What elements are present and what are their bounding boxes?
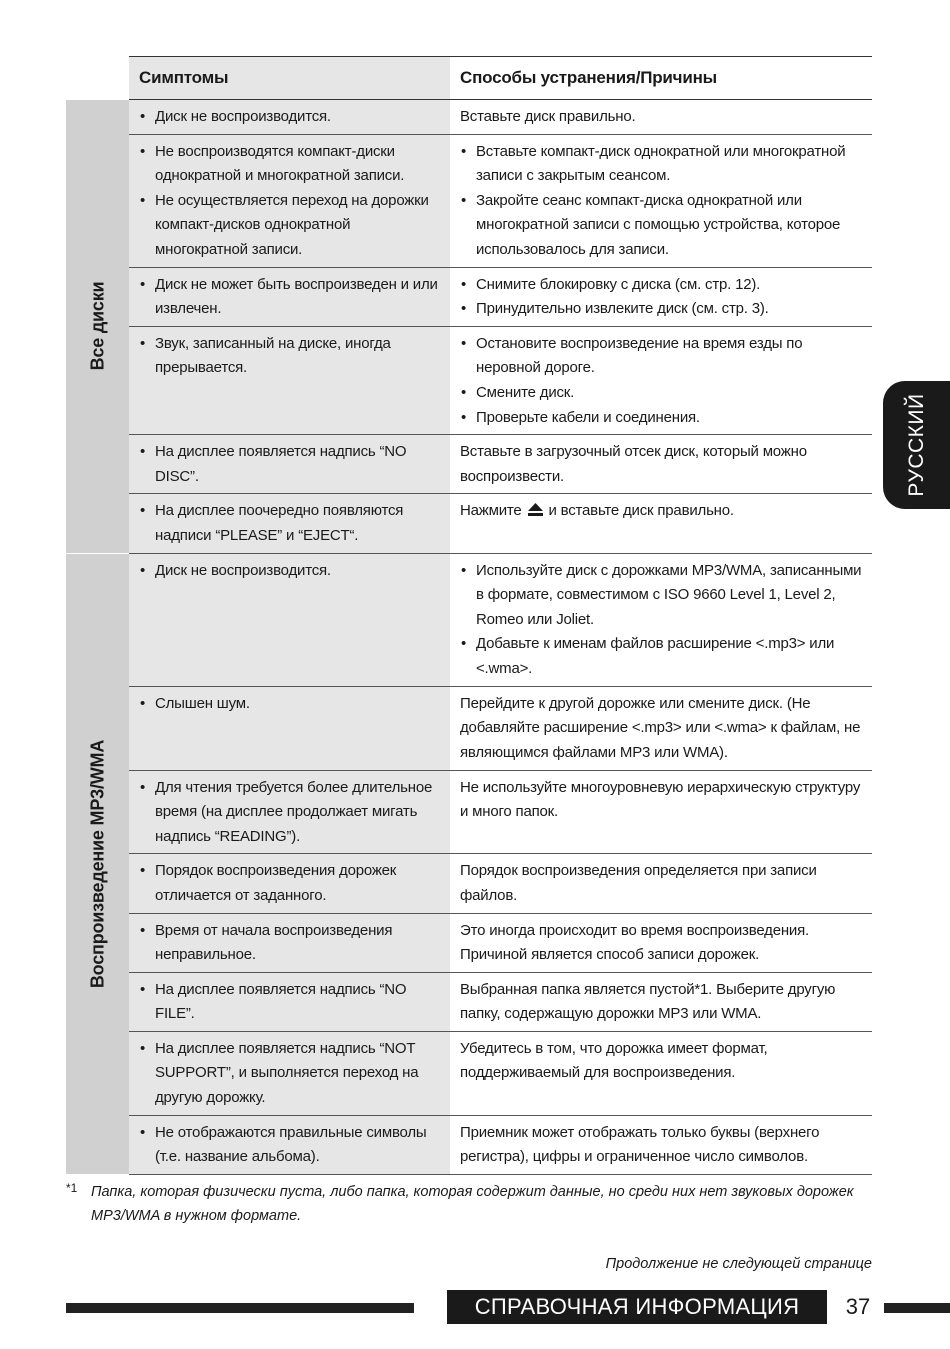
remedy-text: Выбранная папка является пустой*1. Выберите другую папку, содержащую дорожки MP3 или WMA.	[460, 980, 836, 1023]
symptom-cell	[129, 267, 450, 326]
table-header-row	[66, 57, 872, 100]
table-row	[66, 435, 872, 494]
symptom-item: • Для чтения требуется более длительное время (на дисплее продолжает мигать надпись “READING”).	[139, 776, 444, 850]
symptom-cell	[129, 972, 450, 1031]
footer-bar-left	[66, 1303, 414, 1313]
remedy-list	[460, 273, 866, 322]
table-row	[66, 134, 872, 267]
remedy-text-after: и вставьте диск правильно.	[548, 502, 734, 520]
symptom-cell	[129, 553, 450, 686]
table-row	[66, 553, 872, 686]
symptom-item: • На дисплее появляется надпись “NOT SUPPORT”, и выполняется переход на другую дорожку.	[139, 1037, 444, 1111]
table-row	[66, 1115, 872, 1174]
symptom-list	[139, 273, 444, 322]
symptom-list	[139, 978, 444, 1027]
remedy-text: Порядок воспроизведения определяется при записи файлов.	[460, 862, 817, 904]
table-row	[66, 494, 872, 553]
symptom-cell	[129, 1031, 450, 1115]
eject-icon	[528, 503, 543, 516]
remedy-text: Убедитесь в том, что дорожка имеет формат, поддерживаемый для воспроизведения.	[460, 1039, 768, 1082]
symptom-item: • На дисплее поочередно появляются надписи “PLEASE” и “EJECT“.	[139, 499, 444, 548]
header-blank-cell	[66, 57, 129, 100]
symptom-item: • Диск не может быть воспроизведен и или извлечен.	[139, 273, 444, 322]
remedy-item: • Остановите воспроизведение на время езды по неровной дороге.	[460, 332, 866, 381]
remedy-text-before: Нажмите	[460, 502, 522, 520]
remedy-item: • Проверьте кабели и соединения.	[460, 406, 866, 431]
table-row	[66, 326, 872, 434]
symptom-cell	[129, 100, 450, 135]
remedy-list	[460, 559, 866, 682]
symptom-item: • На дисплее появляется надпись “NO FILE”.	[139, 978, 444, 1027]
remedy-text: Вставьте в загрузочный отсек диск, который можно воспроизвести.	[460, 443, 807, 485]
category-label: Воспроизведение MP3/WMA	[87, 739, 108, 988]
remedy-list	[460, 332, 866, 430]
remedy-cell	[450, 267, 872, 326]
symptom-item: • Диск не воспроизводится.	[139, 105, 444, 130]
symptom-cell	[129, 854, 450, 913]
table-row	[66, 267, 872, 326]
remedy-text	[460, 499, 866, 524]
symptom-cell	[129, 913, 450, 972]
remedy-text: Перейдите к другой дорожке или смените диск. (Не добавляйте расширение <.mp3> или <.wma> к файлам, не являющимся файлами MP3 или WMA).	[460, 694, 861, 761]
remedy-text: Это иногда происходит во время воспроизведения. Причиной является способ записи дорожек.	[460, 921, 809, 964]
remedy-cell	[450, 134, 872, 267]
symptom-list	[139, 440, 444, 489]
remedy-cell	[450, 326, 872, 434]
symptom-item: • Время от начала воспроизведения неправильное.	[139, 919, 444, 968]
header-remedies: Способы устранения/Причины	[450, 57, 872, 100]
symptom-list	[139, 919, 444, 968]
remedy-cell	[450, 1115, 872, 1174]
symptom-cell	[129, 494, 450, 553]
language-side-tab	[883, 381, 950, 509]
table-row	[66, 972, 872, 1031]
symptom-list	[139, 1037, 444, 1111]
remedy-item: • Добавьте к именам файлов расширение <.mp3> или <.wma>.	[460, 632, 866, 681]
symptom-item: • Диск не воспроизводится.	[139, 559, 444, 584]
language-label: РУССКИЙ	[904, 393, 928, 497]
table-body	[66, 100, 872, 1175]
symptom-item: • Не отображаются правильные символы (т.е. название альбома).	[139, 1121, 444, 1170]
remedy-item: • Используйте диск с дорожками MP3/WMA, записанными в формате, совместимом с ISO 9660 Level 1, Level 2, Romeo или Joliet.	[460, 559, 866, 633]
symptom-list	[139, 776, 444, 850]
symptom-cell	[129, 134, 450, 267]
symptom-item: • Слышен шум.	[139, 692, 444, 717]
remedy-cell	[450, 972, 872, 1031]
symptom-cell	[129, 326, 450, 434]
table-row	[66, 770, 872, 854]
symptom-list	[139, 859, 444, 908]
remedy-cell	[450, 686, 872, 770]
remedy-cell	[450, 854, 872, 913]
footer-section-title: СПРАВОЧНАЯ ИНФОРМАЦИЯ	[447, 1290, 827, 1324]
table-row	[66, 913, 872, 972]
footnote-text: Папка, которая физически пуста, либо папка, которая содержит данные, но среди них нет звуковых дорожек MP3/WMA в нужном формате.	[91, 1184, 854, 1224]
remedy-cell	[450, 494, 872, 553]
remedy-cell	[450, 100, 872, 135]
troubleshooting-table	[66, 56, 872, 1175]
remedy-item: • Смените диск.	[460, 381, 866, 406]
category-cell	[66, 100, 129, 554]
remedy-cell	[450, 770, 872, 854]
footnote-mark: *1	[66, 1181, 78, 1195]
remedy-cell	[450, 913, 872, 972]
remedy-item: • Снимите блокировку с диска (см. стр. 12).	[460, 273, 866, 298]
continued-note: Продолжение не следующей странице	[605, 1256, 872, 1272]
symptom-item: • Порядок воспроизведения дорожек отличается от заданного.	[139, 859, 444, 908]
remedy-item: • Вставьте компакт-диск однократной или многократной записи с закрытым сеансом.	[460, 140, 866, 189]
category-label: Все диски	[87, 281, 108, 371]
remedy-cell	[450, 553, 872, 686]
symptom-cell	[129, 770, 450, 854]
remedy-cell	[450, 435, 872, 494]
symptom-list	[139, 1121, 444, 1170]
remedy-item: • Принудительно извлеките диск (см. стр. 3).	[460, 297, 866, 322]
table-row	[66, 1031, 872, 1115]
remedy-item: • Закройте сеанс компакт-диска однократной или многократной записи с помощью устройства, которое использовалось для записи.	[460, 189, 866, 263]
symptom-list	[139, 332, 444, 381]
table-row	[66, 854, 872, 913]
symptom-list	[139, 499, 444, 548]
symptom-list	[139, 105, 444, 130]
footnote	[66, 1180, 866, 1228]
symptom-item: • Не осуществляется переход на дорожки компакт-дисков однократной многократной записи.	[139, 189, 444, 263]
symptom-cell	[129, 1115, 450, 1174]
header-symptoms: Симптомы	[129, 57, 450, 100]
symptom-item: • Не воспроизводятся компакт-диски однократной и многократной записи.	[139, 140, 444, 189]
symptom-item: • Звук, записанный на диске, иногда прерывается.	[139, 332, 444, 381]
page-number: 37	[845, 1294, 871, 1319]
symptom-list	[139, 140, 444, 263]
symptom-item: • На дисплее появляется надпись “NO DISC”.	[139, 440, 444, 489]
remedy-text: Приемник может отображать только буквы (верхнего регистра), цифры и ограниченное число символов.	[460, 1123, 820, 1166]
remedy-text: Вставьте диск правильно.	[460, 108, 636, 125]
symptom-cell	[129, 686, 450, 770]
remedy-list	[460, 140, 866, 263]
symptom-list	[139, 692, 444, 717]
footer-bar-right	[884, 1303, 950, 1313]
symptom-list	[139, 559, 444, 584]
remedy-text: Не используйте многоуровневую иерархическую структуру и много папок.	[460, 778, 861, 821]
table-row	[66, 686, 872, 770]
category-cell	[66, 553, 129, 1174]
remedy-cell	[450, 1031, 872, 1115]
table-row	[66, 100, 872, 135]
symptom-cell	[129, 435, 450, 494]
